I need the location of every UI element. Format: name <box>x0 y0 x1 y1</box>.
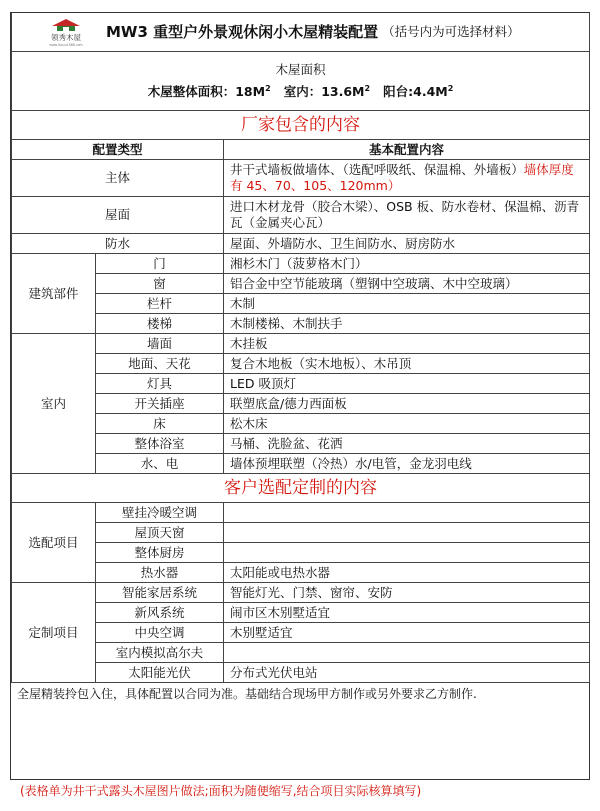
row-content-fresh-air: 闹市区木别墅适宜 <box>224 603 590 623</box>
table-row <box>12 274 590 294</box>
row-label-door: 门 <box>96 254 224 274</box>
row-content-floor: 复合木地板（实木地板）、木吊顶 <box>224 354 590 374</box>
row-content-bathroom: 马桶、洗脸盆、花洒 <box>224 434 590 454</box>
row-label-waterproof: 防水 <box>12 234 224 254</box>
table-row <box>12 583 590 603</box>
table-header-row <box>12 140 590 160</box>
table-row <box>12 643 590 663</box>
row-label-bed: 床 <box>96 414 224 434</box>
group-optional-items: 选配项目 <box>12 503 96 583</box>
row-label-body: 主体 <box>12 160 224 197</box>
row-label-window: 窗 <box>96 274 224 294</box>
table-row <box>12 503 590 523</box>
row-label-floor: 地面、天花 <box>96 354 224 374</box>
row-label-switch: 开关插座 <box>96 394 224 414</box>
row-label-solar: 太阳能光伏 <box>96 663 224 683</box>
table-row <box>12 454 590 474</box>
row-label-smart-home: 智能家居系统 <box>96 583 224 603</box>
body-text: 井干式墙板做墙体、（选配呼吸纸、保温棉、外墙板） <box>230 162 524 177</box>
row-label-bathroom: 整体浴室 <box>96 434 224 454</box>
row-content-lighting: LED 吸顶灯 <box>224 374 590 394</box>
area-cell <box>12 52 590 111</box>
group-custom-items: 定制项目 <box>12 583 96 683</box>
area-total: 木屋整体面积：18M <box>147 84 266 100</box>
table-row <box>12 603 590 623</box>
row-content-smart-home: 智能灯光、门禁、窗帘、安防 <box>224 583 590 603</box>
title-row <box>12 13 590 52</box>
row-content-body <box>224 160 590 197</box>
row-label-kitchen: 整体厨房 <box>96 543 224 563</box>
row-label-utilities: 水、电 <box>96 454 224 474</box>
row-label-ac: 壁挂冷暖空调 <box>96 503 224 523</box>
section-included-title: 厂家包含的内容 <box>12 111 590 140</box>
table-row <box>12 234 590 254</box>
area-row <box>12 52 590 111</box>
row-label-fresh-air: 新风系统 <box>96 603 224 623</box>
row-content-skylight <box>224 523 590 543</box>
page-title: MW3 重型户外景观休闲小木屋精装配置 <box>105 23 379 41</box>
area-values <box>18 79 583 101</box>
company-logo <box>30 17 102 47</box>
area-balcony-sup: 2 <box>447 84 454 94</box>
group-indoor: 室内 <box>12 334 96 474</box>
table-row <box>12 434 590 454</box>
row-content-stairs: 木制楼梯、木制扶手 <box>224 314 590 334</box>
config-table <box>11 13 590 683</box>
table-row <box>12 543 590 563</box>
row-content-wall: 木挂板 <box>224 334 590 354</box>
area-title: 木屋面积 <box>275 62 326 78</box>
header-type: 配置类型 <box>12 140 224 160</box>
row-label-roof: 屋面 <box>12 197 224 234</box>
section-optional-row <box>12 474 590 503</box>
area-indoor-sup: 2 <box>364 84 371 94</box>
table-row <box>12 414 590 434</box>
table-row <box>12 374 590 394</box>
table-row <box>12 663 590 683</box>
table-row <box>12 394 590 414</box>
body-thickness-note: 墙体厚度有 45、70、105、120mm） <box>230 162 574 193</box>
row-label-water-heater: 热水器 <box>96 563 224 583</box>
section-included-row <box>12 111 590 140</box>
row-content-door: 湘杉木门（菠萝格木门） <box>224 254 590 274</box>
row-label-lighting: 灯具 <box>96 374 224 394</box>
table-row <box>12 563 590 583</box>
group-building-parts: 建筑部件 <box>12 254 96 334</box>
table-row <box>12 354 590 374</box>
row-content-ac <box>224 503 590 523</box>
section-optional-title: 客户选配定制的内容 <box>12 474 590 503</box>
area-balcony: 阳台:4.4M <box>383 84 448 100</box>
row-content-water-heater: 太阳能或电热水器 <box>224 563 590 583</box>
row-content-window: 铝合金中空节能玻璃（塑钢中空玻璃、木中空玻璃） <box>224 274 590 294</box>
row-label-golf: 室内模拟高尔夫 <box>96 643 224 663</box>
bottom-remark: (表格单为井干式露头木屋图片做法;面积为随便缩写,结合项目实际核算填写) <box>20 784 422 798</box>
table-row <box>12 160 590 197</box>
row-content-kitchen <box>224 543 590 563</box>
page-subtitle: （括号内为可选择材料） <box>382 24 520 39</box>
logo-text: 领秀木屋 <box>51 33 81 42</box>
area-indoor: 室内：13.6M <box>283 84 365 100</box>
row-content-switch: 联塑底盒/德力西面板 <box>224 394 590 414</box>
row-label-wall: 墙面 <box>96 334 224 354</box>
row-label-stairs: 楼梯 <box>96 314 224 334</box>
row-content-utilities: 墙体预埋联塑（冷热）水/电管，金龙羽电线 <box>224 454 590 474</box>
table-row <box>12 314 590 334</box>
title-cell <box>12 13 590 52</box>
row-content-bed: 松木床 <box>224 414 590 434</box>
row-label-skylight: 屋顶天窗 <box>96 523 224 543</box>
table-row <box>12 254 590 274</box>
table-row <box>12 623 590 643</box>
row-content-golf <box>224 643 590 663</box>
row-content-roof: 进口木材龙骨（胶合木梁）、OSB 板、防水卷材、保温棉、沥青瓦（金属夹心瓦） <box>224 197 590 234</box>
table-row <box>12 294 590 314</box>
logo-url: www.lhxuu1988.com <box>49 43 83 47</box>
footer-note: 全屋精装拎包入住，具体配置以合同为准。基础结合现场甲方制作或另外要求乙方制作. <box>17 687 477 701</box>
row-label-central-ac: 中央空调 <box>96 623 224 643</box>
table-row <box>12 334 590 354</box>
row-label-railing: 栏杆 <box>96 294 224 314</box>
table-row <box>12 523 590 543</box>
row-content-railing: 木制 <box>224 294 590 314</box>
row-content-waterproof: 屋面、外墙防水、卫生间防水、厨房防水 <box>224 234 590 254</box>
config-sheet <box>10 12 590 780</box>
header-content: 基本配置内容 <box>224 140 590 160</box>
table-row <box>12 197 590 234</box>
area-total-sup: 2 <box>265 84 271 94</box>
row-content-central-ac: 木别墅适宜 <box>224 623 590 643</box>
row-content-solar: 分布式光伏电站 <box>224 663 590 683</box>
